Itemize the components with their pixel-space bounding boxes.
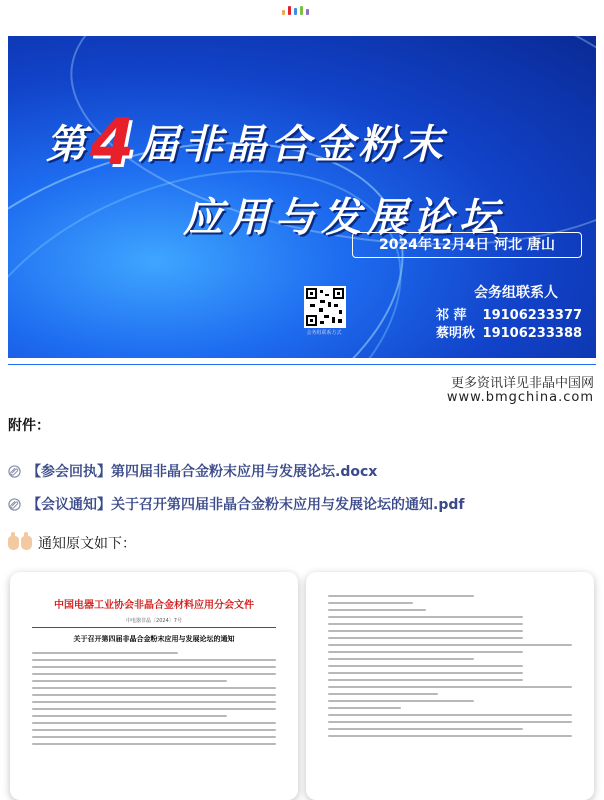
notice-intro [8, 533, 136, 553]
document-number: 中电器非晶〔2024〕7号 [126, 618, 182, 624]
document-red-rule [32, 627, 276, 628]
text-line [328, 602, 413, 604]
text-line [32, 743, 276, 745]
title-line1-rest: 届非晶合金粉末 [138, 122, 447, 168]
text-line [328, 658, 474, 660]
contact-name: 祁 萍 [436, 308, 467, 323]
paperclip-icon [8, 498, 21, 511]
qr-code-icon [306, 288, 344, 326]
text-line [32, 729, 276, 731]
text-line [328, 665, 523, 667]
contact-name: 蔡明秋 [436, 326, 476, 341]
text-line [328, 693, 438, 695]
text-line [328, 644, 572, 646]
attachment-link[interactable] [8, 461, 377, 481]
banner-title-line2: 应用与发展论坛 [183, 195, 505, 241]
text-line [328, 609, 426, 611]
website-link[interactable]: www.bmgchina.com [446, 390, 594, 405]
more-info-text: 更多资讯详见非晶中国网 [450, 376, 594, 391]
text-line [328, 700, 474, 702]
attachment-text: 【参会回执】第四届非晶合金粉末应用与发展论坛.docx [27, 464, 378, 480]
text-line [32, 673, 276, 675]
attachment-text: 【会议通知】关于召开第四届非晶合金粉末应用与发展论坛的通知.pdf [27, 497, 465, 513]
pointing-down-hand-icon [21, 536, 32, 550]
text-line [328, 595, 474, 597]
contact-row [436, 322, 582, 341]
banner-title-line1 [46, 106, 447, 180]
logo-bar [306, 9, 309, 15]
text-line [32, 687, 276, 689]
text-line [32, 659, 276, 661]
text-line [32, 715, 227, 717]
document-page-2[interactable] [306, 572, 594, 800]
text-line [328, 714, 572, 716]
pointing-down-hand-icon [8, 536, 19, 550]
text-line [328, 679, 523, 681]
contact-phone: 19106233388 [482, 326, 583, 341]
text-line [328, 728, 523, 730]
text-line [328, 721, 572, 723]
title-number: 4 [90, 106, 139, 180]
document-subject: 关于召开第四届非晶合金粉末应用与发展论坛的通知 [73, 634, 235, 643]
document-body-lines [328, 595, 572, 737]
text-line [328, 707, 401, 709]
text-line [328, 637, 523, 639]
text-line [32, 652, 178, 654]
text-line [328, 672, 523, 674]
notice-intro-text: 通知原文如下： [38, 536, 136, 552]
text-line [32, 708, 276, 710]
forum-banner[interactable] [8, 36, 596, 358]
text-line [32, 680, 227, 682]
text-line [328, 630, 523, 632]
document-org-title: 中国电器工业协会非晶合金材料应用分会文件 [54, 600, 254, 611]
contact-phone: 19106233377 [482, 308, 583, 323]
divider-line [8, 364, 596, 365]
logo-bar [300, 6, 303, 15]
document-body-lines [32, 652, 276, 745]
title-prefix: 第 [46, 122, 90, 168]
contact-row [436, 304, 582, 323]
attachment-link[interactable] [8, 494, 464, 514]
logo-bar [294, 8, 297, 15]
text-line [328, 623, 523, 625]
logo-bar [288, 6, 291, 15]
document-page-1[interactable] [10, 572, 298, 800]
qr-code [304, 286, 346, 328]
logo-bar [282, 10, 285, 15]
text-line [328, 616, 523, 618]
text-line [32, 694, 276, 696]
date-location-box: 2024年12月4日 河北 唐山 [352, 232, 582, 258]
qr-caption: 会务组联系方式 [306, 330, 342, 336]
attachments-label: 附件： [8, 418, 50, 434]
text-line [32, 701, 276, 703]
header-logo-bars [282, 6, 309, 15]
text-line [328, 651, 523, 653]
text-line [328, 735, 572, 737]
paperclip-icon [8, 465, 21, 478]
text-line [32, 666, 276, 668]
text-line [328, 686, 572, 688]
text-line [32, 722, 276, 724]
contact-title: 会务组联系人 [474, 285, 558, 301]
text-line [32, 736, 276, 738]
